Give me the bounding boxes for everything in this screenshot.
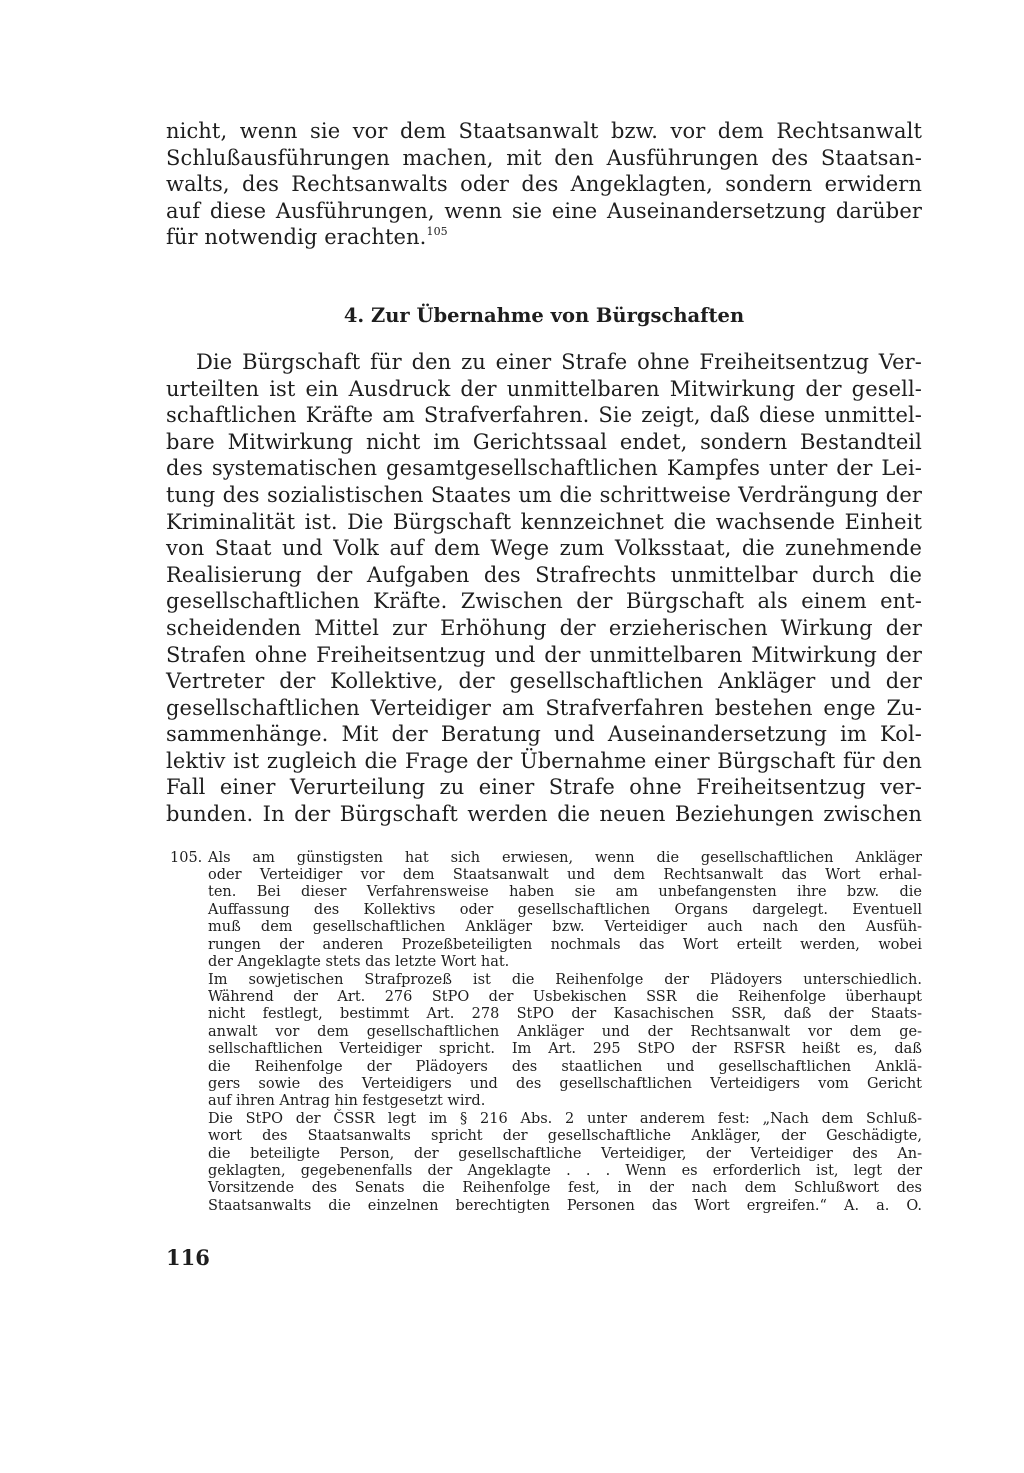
text-line: walts, des Rechtsanwalts oder des Angeklagten, sondern erwidern	[166, 172, 922, 197]
footnote-line: muß dem gesellschaftlichen Ankläger bzw. Verteidiger auch nach den Ausfüh-	[208, 919, 922, 936]
footnote-line: Während der Art. 276 StPO der Usbekischen SSR die Reihenfolge überhaupt	[208, 988, 922, 1005]
footnote-line: wort des Staatsanwalts spricht der gesellschaftliche Ankläger, der Geschädigte,	[208, 1128, 922, 1145]
footnote-line	[166, 850, 922, 867]
footnote-line: geklagten, gegebenenfalls der Angeklagte . . . Wenn es erforderlich ist, legt der	[208, 1162, 922, 1179]
book-page	[166, 118, 922, 1271]
footnote-line: auf ihren Antrag hin festgesetzt wird.	[208, 1093, 486, 1110]
text-line: gesellschaftlichen Verteidiger am Strafverfahren bestehen enge Zu-	[166, 695, 922, 720]
footnote-line: Im sowjetischen Strafprozeß ist die Reihenfolge der Plädoyers unterschiedlich.	[208, 971, 922, 988]
text-line: Schlußausführungen machen, mit den Ausführungen des Staatsan-	[166, 145, 922, 170]
text-line: Die Bürgschaft für den zu einer Strafe ohne Freiheitsentzug Ver-	[196, 349, 922, 374]
text-line: gesellschaftlichen Kräfte. Zwischen der Bürgschaft als einem ent-	[166, 589, 922, 614]
text-line: Realisierung der Aufgaben des Strafrechts unmittelbar durch die	[166, 562, 922, 587]
text-line-content: für notwendig erachten.	[166, 225, 427, 250]
text-line: bare Mitwirkung nicht im Gerichtssaal endet, sondern Bestandteil	[166, 429, 922, 454]
text-line: lektiv ist zugleich die Frage der Übernahme einer Bürgschaft für den	[166, 748, 922, 773]
intro-paragraph	[166, 118, 922, 251]
footnote-line: rungen der anderen Prozeßbeteiligten nochmals das Wort erteilt werden, wobei	[208, 936, 922, 953]
footnote-number: 105.	[170, 849, 203, 866]
footnote-line-text: Als am günstigsten hat sich erwiesen, wenn die gesellschaftlichen Ankläger	[208, 849, 922, 866]
footnote-line: gers sowie des Verteidigers und des gesellschaftlichen Verteidigers vom Gericht	[208, 1075, 922, 1092]
section-heading: 4. Zur Übernahme von Bürgschaften	[343, 303, 745, 327]
text-line: des systematischen gesamtgesellschaftlichen Kampfes unter der Lei-	[166, 456, 922, 481]
footnote-reference: 105	[426, 225, 448, 239]
text-line: Kriminalität ist. Die Bürgschaft kennzeichnet die wachsende Einheit	[166, 509, 922, 534]
main-paragraph	[166, 349, 922, 828]
text-line: tung des sozialistischen Staates um die schrittweise Verdrängung der	[166, 482, 922, 507]
footnote-line: Vorsitzende des Senats die Reihenfolge fest, in der nach dem Schlußwort des	[208, 1180, 922, 1197]
text-line: Strafen ohne Freiheitsentzug und der unmittelbaren Mitwirkung der	[166, 642, 922, 667]
text-line: Vertreter der Kollektive, der gesellschaftlichen Ankläger und der	[166, 669, 922, 694]
text-line: nicht, wenn sie vor dem Staatsanwalt bzw. vor dem Rechtsanwalt	[166, 119, 922, 143]
text-line: urteilten ist ein Ausdruck der unmittelbaren Mitwirkung der gesell-	[166, 376, 922, 401]
footnote-line: Auffassung des Kollektivs oder gesellschaftlichen Organs dargelegt. Eventuell	[208, 901, 922, 918]
footnote-line: die beteiligte Person, der gesellschaftliche Verteidiger, der Verteidiger des An-	[208, 1145, 922, 1162]
footnote-105	[166, 850, 922, 1216]
text-line: sammenhänge. Mit der Beratung und Auseinandersetzung im Kol-	[166, 722, 922, 747]
footnote-line: anwalt vor dem gesellschaftlichen Ankläger und der Rechtsanwalt vor dem ge-	[208, 1023, 922, 1040]
footnote-line: der Angeklagte stets das letzte Wort hat.	[208, 954, 510, 971]
page-number: 116	[166, 1245, 210, 1271]
text-line: schaftlichen Kräfte am Strafverfahren. Sie zeigt, daß diese unmittel-	[166, 403, 922, 428]
text-line	[166, 224, 922, 251]
text-line: bunden. In der Bürgschaft werden die neuen Beziehungen zwischen	[166, 802, 922, 827]
footnote-line: Staatsanwalts die einzelnen berechtigten Personen das Wort ergreifen.“ A. a. O.	[208, 1197, 922, 1214]
footnote-line: oder Verteidiger vor dem Staatsanwalt und dem Rechtsanwalt das Wort erhal-	[208, 867, 922, 884]
footnote-line: die Reihenfolge der Plädoyers des staatlichen und gesellschaftlichen Anklä-	[208, 1058, 922, 1075]
text-line: scheidenden Mittel zur Erhöhung der erzieherischen Wirkung der	[166, 615, 922, 640]
footnote-line: sellschaftlichen Verteidiger spricht. Im Art. 295 StPO der RSFSR heißt es, daß	[208, 1041, 922, 1058]
footnote-line: nicht festlegt, bestimmt Art. 278 StPO der Kasachischen SSR, daß der Staats-	[208, 1006, 922, 1023]
footnote-line: ten. Bei dieser Verfahrensweise haben sie am unbefangensten ihre bzw. die	[208, 884, 922, 901]
text-line: Fall einer Verurteilung zu einer Strafe ohne Freiheitsentzug ver-	[166, 775, 922, 800]
footnote-line: Die StPO der ČSSR legt im § 216 Abs. 2 unter anderem fest: „Nach dem Schluß-	[208, 1110, 922, 1127]
text-line: von Staat und Volk auf dem Wege zum Volksstaat, die zunehmende	[166, 536, 922, 561]
text-line: auf diese Ausführungen, wenn sie eine Auseinandersetzung darüber	[166, 198, 922, 223]
